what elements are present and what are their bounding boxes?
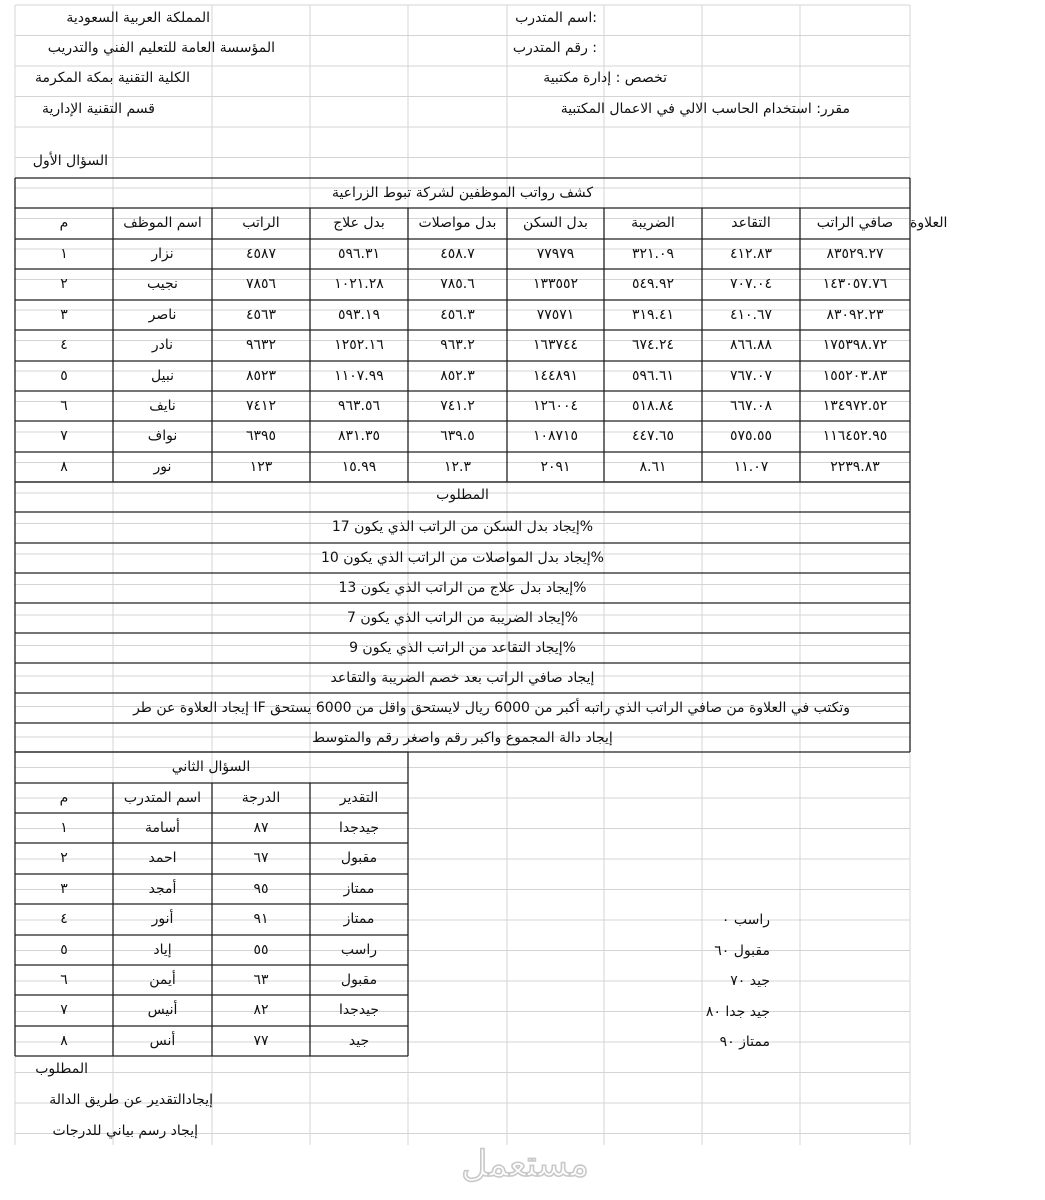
grades-table-cell: ٨ — [60, 1033, 68, 1049]
specialization-label: تخصص : إدارة مكتبية — [543, 70, 667, 86]
course-label: مقرر: استخدام الحاسب الالي في الاعمال المكتبية — [560, 101, 850, 117]
salary-table-cell: ٤٤٧.٦٥ — [631, 428, 675, 444]
grades-table-cell: ٣ — [60, 881, 68, 897]
salary-table-cell: ٧٧٩٧٩ — [536, 246, 575, 262]
salary-table-cell: ٨٣١.٣٥ — [337, 428, 381, 444]
salary-table-cell: ٢ — [60, 276, 68, 292]
q1-title: كشف رواتب الموظفين لشركة تبوط الزراعية — [331, 185, 594, 201]
salary-table-cell: ٨٥٢٣ — [245, 368, 277, 384]
grades-table-cell: ٦٣ — [253, 972, 269, 988]
salary-table-cell: ٤١٠.٦٧ — [729, 307, 773, 323]
q2-task-chart: إيجاد رسم بياني للدرجات — [52, 1123, 198, 1139]
grades-table-cell: أنور — [151, 911, 174, 927]
salary-table-cell: ١١.٠٧ — [733, 459, 769, 475]
salary-table-cell: ٥٧٥.٥٥ — [729, 428, 773, 444]
grades-table-cell: ٧ — [60, 1002, 68, 1018]
grades-table-cell: ١ — [60, 820, 68, 836]
salary-table-cell: ٥ — [60, 368, 68, 384]
salary-table-cell: ناصر — [148, 307, 177, 323]
salary-table-cell: ٨٥٢.٣ — [440, 368, 475, 384]
grade-scale-item: جيد ٧٠ — [730, 973, 770, 989]
salary-header-cell: الضريبة — [631, 215, 675, 231]
salary-table-cell: ٧٤١٢ — [245, 398, 277, 414]
grades-table-cell: ٩١ — [253, 911, 269, 927]
salary-table-cell: ٦ — [60, 398, 68, 414]
salary-table-cell: ٧ — [60, 428, 68, 444]
salary-header-cell: م — [59, 215, 69, 231]
grades-table-cell: إياد — [153, 942, 172, 958]
q1-task-item: إيجاد صافي الراتب بعد خصم الضريبة والتقاعد — [330, 670, 595, 686]
grades-header-cell: م — [59, 790, 69, 806]
grades-table-cell: راسب — [340, 942, 378, 958]
salary-table-cell: ٦٣٩.٥ — [440, 428, 475, 444]
salary-table-cell: نبيل — [151, 368, 174, 384]
salary-header-cell: الراتب — [242, 215, 280, 231]
grades-table-cell: جيدجدا — [338, 820, 380, 836]
grades-table-cell: ٤ — [60, 911, 68, 927]
salary-table-cell: ١٢٦٠٠٤ — [532, 398, 579, 414]
grades-table-cell: مقبول — [340, 972, 378, 988]
grades-table-cell: ٨٢ — [253, 1002, 269, 1018]
salary-table-cell: نور — [153, 459, 172, 475]
grade-scale-item: راسب ٠ — [721, 912, 770, 928]
grades-table-cell: ٦٧ — [253, 850, 269, 866]
salary-table-cell: ٩٦٣.٢ — [440, 337, 475, 353]
q2-label: السؤال الثاني — [171, 759, 251, 775]
watermark-logo — [425, 1138, 625, 1190]
grades-header-cell: الدرجة — [241, 790, 281, 806]
grades-table-cell: ٧٧ — [253, 1033, 269, 1049]
q1-task-item: %إيجاد الضريبة من الراتب الذي يكون 7 — [346, 610, 579, 626]
salary-table-cell: ٨.٦١ — [639, 459, 667, 475]
header-college: الكلية التقنية بمكة المكرمة — [35, 70, 190, 86]
header-department: قسم التقنية الإدارية — [42, 101, 155, 117]
salary-table-cell: ١٠٢١.٢٨ — [334, 276, 384, 292]
q1-task-item: %إيجاد التقاعد من الراتب الذي يكون 9 — [349, 640, 576, 656]
salary-table-cell: ١٤٣٠٥٧.٧٦ — [822, 276, 888, 292]
q1-task-item: إيجاد دالة المجموع واكبر رقم واصغر رقم والمتوسط — [312, 730, 613, 746]
grades-table-cell: جيد — [348, 1033, 370, 1049]
salary-header-cell: صافي الراتب — [816, 215, 894, 231]
salary-table-cell: ٧٨٥٦ — [245, 276, 277, 292]
salary-header-cell: اسم الموظف — [123, 215, 202, 231]
salary-table-cell: ١٣٤٩٧٢.٥٢ — [822, 398, 888, 414]
salary-table-cell: نزار — [151, 246, 174, 262]
salary-table-cell: ٨٣٠٩٢.٢٣ — [826, 307, 884, 323]
grades-table-cell: أمجد — [148, 881, 177, 897]
trainee-name-label: :اسم المتدرب — [515, 10, 597, 26]
trainee-number-label: : رقم المتدرب — [512, 40, 597, 56]
salary-table-cell: ٧٧٥٧١ — [536, 307, 575, 323]
salary-table-cell: ٦٧٤.٢٤ — [631, 337, 675, 353]
q1-task-item: %إيجاد بدل السكن من الراتب الذي يكون 17 — [331, 519, 594, 535]
grades-header-cell: اسم المتدرب — [123, 790, 202, 806]
grades-header-cell: التقدير — [339, 790, 379, 806]
q1-task-item: وتكتب في العلاوة من صافي الراتب الذي راتبه أكبر من 6000 ريال لايستحق واقل من 6000 يستحق IF إيجاد العلاوة عن طر — [133, 700, 850, 716]
salary-table-cell: ١٢٣ — [249, 459, 273, 475]
svg-text:مستعمل: مستعمل — [461, 1144, 589, 1185]
salary-table-cell: ٥٩٦.٦١ — [631, 368, 675, 384]
grades-table-cell: ٢ — [60, 850, 68, 866]
salary-table-cell: ١٦٣٧٤٤ — [532, 337, 579, 353]
salary-table-cell: ٤١٢.٨٣ — [729, 246, 773, 262]
salary-table-cell: ١٧٥٣٩٨.٧٢ — [822, 337, 888, 353]
salary-table-cell: ٢٢٣٩.٨٣ — [830, 459, 880, 475]
salary-table-cell: ٣٢١.٠٩ — [631, 246, 675, 262]
q2-required-label: المطلوب — [35, 1061, 88, 1077]
grades-table-cell: جيدجدا — [338, 1002, 380, 1018]
salary-table-cell: نواف — [147, 428, 178, 444]
salary-table-cell: ٥٩٦.٣١ — [337, 246, 381, 262]
grades-table-cell: ٥٥ — [253, 942, 269, 958]
grade-scale-item: مقبول ٦٠ — [714, 942, 770, 959]
grades-table-cell: ٩٥ — [253, 881, 269, 897]
salary-table-cell: ٨ — [60, 459, 68, 475]
grades-table-cell: أنيس — [147, 1002, 178, 1018]
q1-required-label: المطلوب — [436, 487, 489, 503]
salary-table-cell: ١٢٥٢.١٦ — [334, 337, 384, 353]
header-kingdom: المملكة العربية السعودية — [66, 10, 210, 26]
grades-table-cell: احمد — [148, 850, 177, 866]
grades-table-cell: أسامة — [145, 820, 180, 836]
grades-table-cell: ٦ — [60, 972, 68, 988]
salary-table-cell: ٨٦٦.٨٨ — [729, 337, 773, 353]
q1-task-item: %إيجاد بدل علاج من الراتب الذي يكون 13 — [338, 580, 587, 596]
salary-table-cell: ٧٠٧.٠٤ — [729, 276, 773, 292]
salary-table-cell: ١٥.٩٩ — [341, 459, 377, 475]
salary-table-cell: ١٤٤٨٩١ — [532, 368, 579, 384]
salary-header-allowance: العلاوة — [910, 215, 948, 231]
q1-label: السؤال الأول — [32, 153, 108, 169]
grades-table-cell: أنس — [149, 1033, 176, 1049]
salary-table-cell: ٨٣٥٢٩.٢٧ — [826, 246, 884, 262]
salary-table-cell: ١٥٥٢٠٣.٨٣ — [822, 368, 888, 384]
salary-table-cell: ٧٨٥.٦ — [440, 276, 475, 292]
salary-table-cell: ٤٥٨.٧ — [440, 246, 475, 262]
salary-table-cell: ٤٥٨٧ — [245, 246, 277, 262]
salary-table-cell: ٩٦٣.٥٦ — [337, 398, 381, 414]
salary-table-cell: ٥١٨.٨٤ — [631, 398, 675, 414]
grades-table-cell: مقبول — [340, 850, 378, 866]
header-institution: المؤسسة العامة للتعليم الفني والتدريب — [47, 40, 275, 56]
salary-header-cell: بدل علاج — [333, 215, 385, 231]
salary-table-cell: ١١٦٤٥٢.٩٥ — [822, 428, 888, 444]
salary-table-cell: ٩٦٣٢ — [245, 337, 277, 353]
salary-table-cell: نجيب — [147, 276, 178, 292]
salary-table-cell: ٤ — [60, 337, 68, 353]
salary-header-cell: التقاعد — [731, 215, 771, 231]
salary-table-cell: ٣ — [60, 307, 68, 323]
grade-scale-item: جيد جدا ٨٠ — [705, 1003, 770, 1020]
q2-task-function: إيجادالتقدير عن طريق الدالة — [49, 1092, 213, 1108]
salary-table-cell: ٤٥٦.٣ — [440, 307, 475, 323]
salary-table-cell: ٣١٩.٤١ — [631, 307, 675, 323]
grades-table-cell: ممتاز — [343, 911, 375, 927]
grades-table-cell: ٥ — [60, 942, 68, 958]
q1-task-item: %إيجاد بدل المواصلات من الراتب الذي يكون 10 — [321, 550, 604, 566]
grades-table-cell: ٨٧ — [253, 820, 269, 836]
salary-header-cell: بدل مواصلات — [418, 215, 497, 231]
salary-table-cell: ١٠٨٧١٥ — [532, 428, 579, 444]
salary-table-cell: نايف — [149, 398, 176, 414]
salary-table-cell: ٦٣٩٥ — [245, 428, 277, 444]
salary-table-cell: ٦٦٧.٠٨ — [729, 398, 773, 414]
grade-scale-item: ممتاز ٩٠ — [719, 1034, 770, 1050]
salary-table-cell: نادر — [151, 337, 174, 353]
salary-table-cell: ٢٠٩١ — [540, 459, 571, 475]
grades-table-cell: أيمن — [149, 972, 176, 988]
salary-table-cell: ١٢.٣ — [443, 459, 471, 475]
salary-table-cell: ١١٠٧.٩٩ — [334, 368, 384, 384]
salary-table-cell: ٥٩٣.١٩ — [337, 307, 381, 323]
salary-header-cell: بدل السكن — [523, 215, 588, 231]
salary-table-cell: ٧٤١.٢ — [440, 398, 475, 414]
salary-table-cell: ٤٥٦٣ — [245, 307, 277, 323]
salary-table-cell: ٥٤٩.٩٢ — [631, 276, 675, 292]
grades-table-cell: ممتاز — [343, 881, 375, 897]
salary-table-cell: ١ — [60, 246, 68, 262]
salary-table-cell: ١٣٣٥٥٢ — [532, 276, 579, 292]
salary-table-cell: ٧٦٧.٠٧ — [729, 368, 773, 384]
